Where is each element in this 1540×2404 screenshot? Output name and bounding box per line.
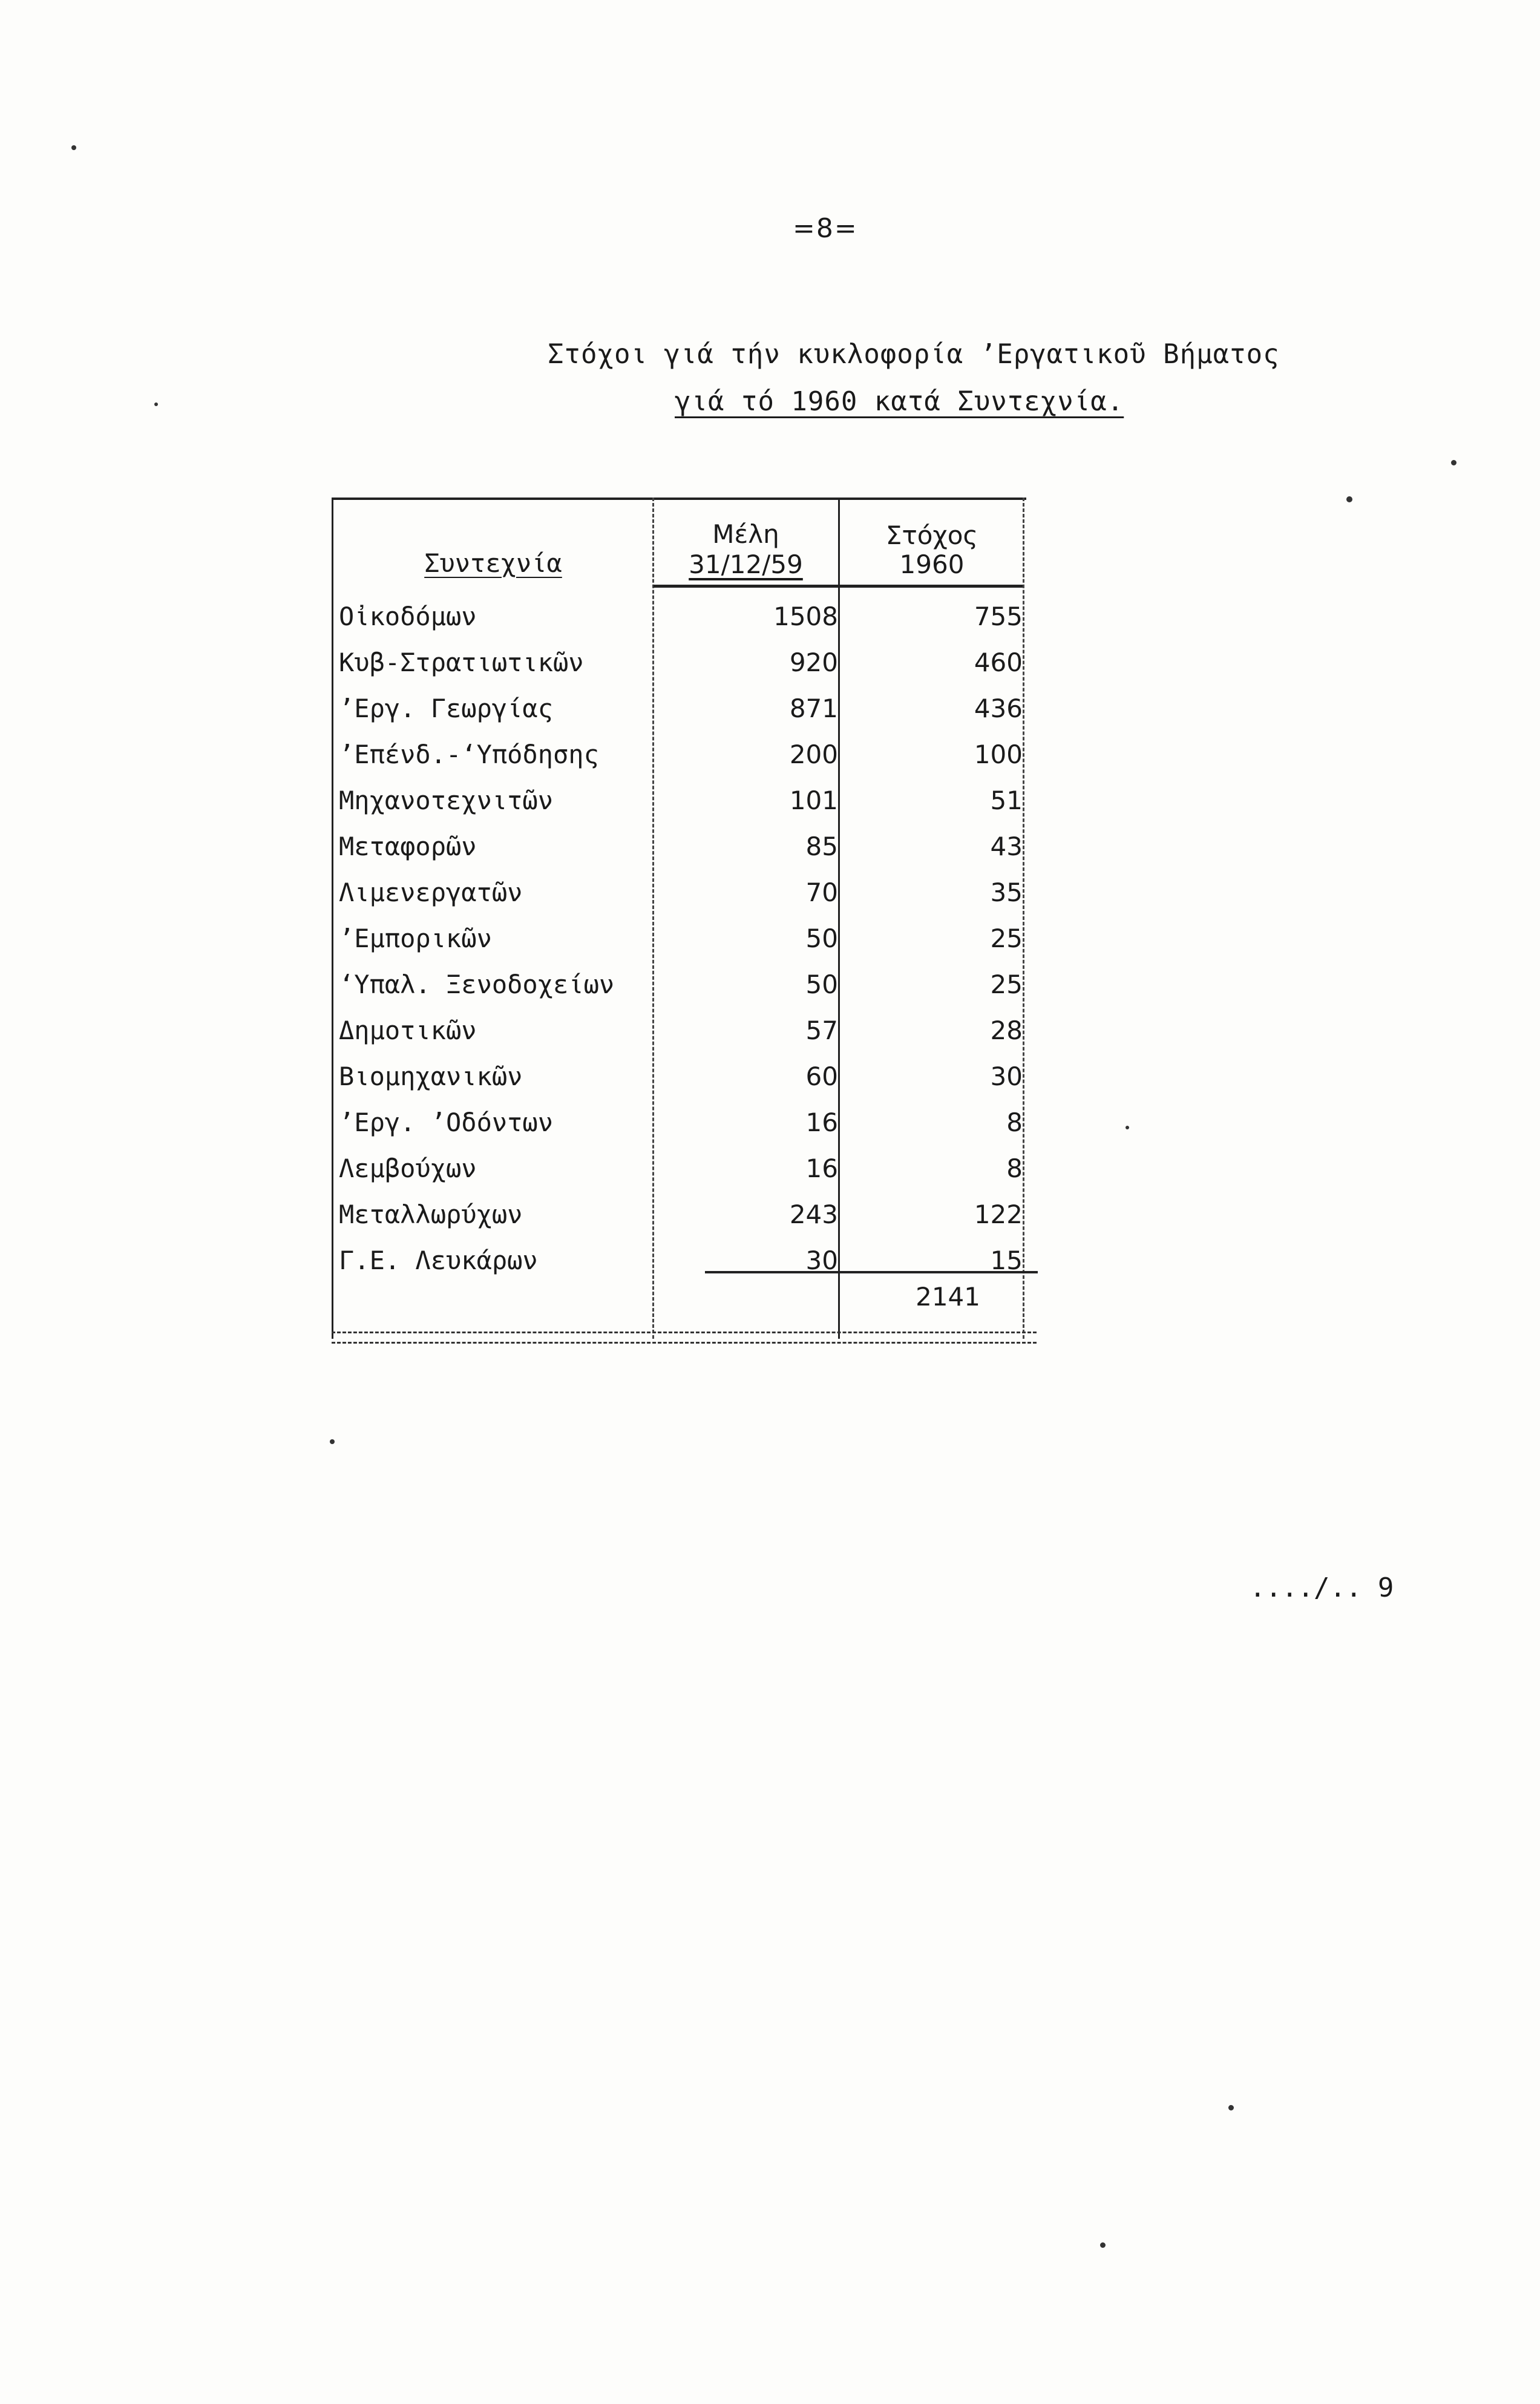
members-value: 50: [805, 923, 838, 953]
members-cell: [654, 970, 838, 999]
members-value: 16: [805, 1107, 838, 1137]
target-cell: [838, 1062, 1023, 1091]
union-name-cell: Οἰκοδόμων: [339, 601, 477, 631]
members-cell: [654, 786, 838, 815]
target-value: 8: [1006, 1107, 1023, 1137]
table-row: [339, 823, 1023, 869]
table-row: [339, 1053, 1023, 1099]
target-value: 100: [974, 739, 1023, 769]
document-title-line-1: Στόχοι γιά τήν κυκλοφορία ’Εργατικοῦ Βήματος: [548, 339, 1280, 370]
union-name-cell: ’Εμπορικῶν: [339, 923, 492, 953]
union-name-cell: Λεμβούχων: [339, 1153, 477, 1183]
members-value: 920: [789, 647, 838, 677]
table-body: [339, 593, 1023, 1283]
members-value: 200: [789, 739, 838, 769]
union-name-cell: Δημοτικῶν: [339, 1015, 477, 1045]
union-name-cell: ‘Υπαλ. Ξενοδοχείων: [339, 969, 615, 999]
members-cell: [654, 694, 838, 723]
members-value: 85: [805, 831, 838, 861]
members-cell: [654, 602, 838, 631]
members-cell: [654, 740, 838, 769]
header-members: Μέλη: [712, 519, 779, 549]
members-value: 101: [789, 785, 838, 815]
union-name-cell: ’Εργ. ’Οδόντων: [339, 1107, 554, 1137]
scan-speck: [71, 145, 76, 150]
header-target: Στόχος: [885, 521, 978, 550]
table-row: [339, 915, 1023, 961]
table-top-border: [332, 498, 1026, 500]
scan-speck: [330, 1439, 335, 1444]
target-value: 755: [974, 601, 1023, 631]
members-value: 243: [789, 1199, 838, 1229]
target-cell: [838, 1200, 1023, 1229]
target-value: 122: [974, 1199, 1023, 1229]
page-number: =8=: [793, 213, 858, 244]
target-value: 8: [1006, 1153, 1023, 1183]
union-name-cell: ’Επένδ.-‘Υπόδησης: [339, 739, 599, 769]
scan-speck: [1126, 1126, 1129, 1129]
sum-rule: [705, 1271, 1038, 1273]
members-value: 871: [789, 693, 838, 723]
members-cell: [654, 1108, 838, 1137]
scan-speck: [1100, 2242, 1106, 2248]
members-value: 50: [805, 969, 838, 999]
target-value: 28: [990, 1015, 1023, 1045]
union-name-cell: Μεταλλωρύχων: [339, 1199, 523, 1229]
table-row: [339, 1007, 1023, 1053]
target-cell: [838, 602, 1023, 631]
table-row: [339, 685, 1023, 731]
union-name-cell: Μεταφορῶν: [339, 831, 477, 861]
union-name-cell: ’Εργ. Γεωργίας: [339, 693, 554, 723]
target-cell: [838, 648, 1023, 677]
members-cell: [654, 924, 838, 953]
table-right-border: [1023, 498, 1024, 1339]
members-value: 1508: [773, 601, 838, 631]
target-value: 35: [990, 877, 1023, 907]
members-cell: [654, 832, 838, 861]
union-name-cell: Λιμενεργατῶν: [339, 877, 523, 907]
document-title-line-2: γιά τό 1960 κατά Συντεχνία.: [675, 386, 1124, 417]
table-row: [339, 961, 1023, 1007]
members-value: 16: [805, 1153, 838, 1183]
continuation-marker: ..../.. 9: [1250, 1572, 1394, 1603]
scan-speck: [154, 402, 158, 406]
header-members-date: 31/12/59: [689, 550, 803, 579]
union-name-cell: Γ.Ε. Λευκάρων: [339, 1245, 538, 1275]
table-row: [339, 1099, 1023, 1145]
table-row: [339, 1237, 1023, 1283]
members-cell: [654, 878, 838, 907]
table-row: [339, 639, 1023, 685]
total-target: 2141: [916, 1282, 980, 1312]
header-union: Συντεχνία: [424, 548, 562, 578]
table-row: [339, 1145, 1023, 1191]
target-cell: [838, 740, 1023, 769]
target-cell: [838, 1154, 1023, 1183]
table-row: [339, 777, 1023, 823]
header-target-year: 1960: [899, 550, 965, 579]
target-value: 51: [990, 785, 1023, 815]
table-row: [339, 1191, 1023, 1237]
target-cell: [838, 1016, 1023, 1045]
target-value: 25: [990, 923, 1023, 953]
target-value: 43: [990, 831, 1023, 861]
members-cell: [654, 1154, 838, 1183]
scan-speck: [1346, 496, 1352, 502]
target-cell: [838, 786, 1023, 815]
target-cell: [838, 878, 1023, 907]
target-cell: [838, 924, 1023, 953]
table-left-border: [332, 498, 333, 1339]
members-cell: [654, 648, 838, 677]
target-value: 460: [974, 647, 1023, 677]
members-cell: [654, 1200, 838, 1229]
target-value: 15: [990, 1245, 1023, 1275]
target-cell: [838, 1108, 1023, 1137]
target-value: 25: [990, 969, 1023, 999]
table-row: [339, 593, 1023, 639]
members-cell: [654, 1016, 838, 1045]
members-value: 70: [805, 877, 838, 907]
target-value: 30: [990, 1061, 1023, 1091]
union-name-cell: Κυβ-Στρατιωτικῶν: [339, 647, 584, 677]
members-value: 60: [805, 1061, 838, 1091]
scan-speck: [1451, 460, 1456, 465]
members-value: 57: [805, 1015, 838, 1045]
target-cell: [838, 970, 1023, 999]
union-name-cell: Μηχανοτεχνιτῶν: [339, 785, 554, 815]
scan-speck: [1228, 2105, 1234, 2110]
members-value: 30: [805, 1245, 838, 1275]
table-bottom-double-rule: [332, 1332, 1037, 1344]
table-row: [339, 869, 1023, 915]
union-name-cell: Βιομηχανικῶν: [339, 1061, 523, 1091]
target-cell: [838, 694, 1023, 723]
table-row: [339, 731, 1023, 777]
header-rule: [654, 585, 1023, 588]
members-cell: [654, 1062, 838, 1091]
target-value: 436: [974, 693, 1023, 723]
target-cell: [838, 832, 1023, 861]
